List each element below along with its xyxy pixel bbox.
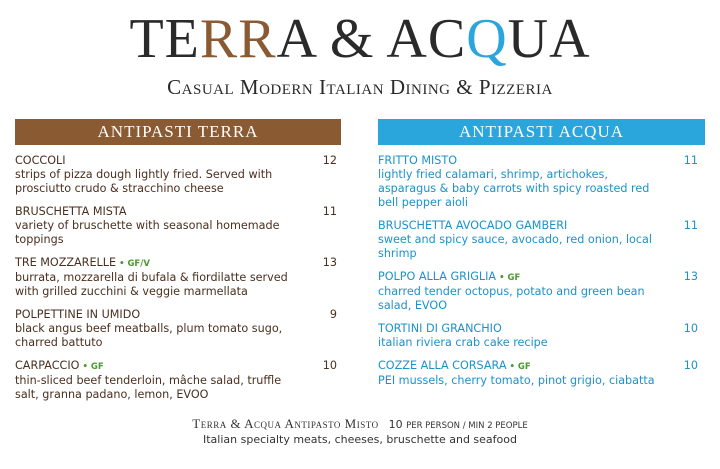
menu-item-description: black angus beef meatballs, plum tomato sugo, charred battuto: [15, 322, 283, 349]
menu-item-price: 11: [322, 205, 337, 218]
misto-line: [0, 417, 720, 433]
menu-item-price: 13: [322, 256, 337, 269]
menu-item: [378, 270, 698, 313]
menu-item-name: COZZE ALLA CORSARA: [378, 359, 507, 372]
menu-item-name: BRUSCHETTA MISTA: [15, 205, 127, 218]
menu-item-price: 9: [329, 308, 337, 321]
menu-item-description: lightly fried calamari, shrimp, artichokes, asparagus & baby carrots with spicy roasted red bell pepper aioli: [378, 168, 650, 209]
menu-item-description: charred tender octopus, potato and green bean salad, EVOO: [378, 285, 645, 312]
section-header-terra: ANTIPASTI TERRA: [15, 119, 341, 145]
logo-part-a-ac: A & AC: [276, 8, 467, 70]
menu-item-price: 10: [683, 322, 698, 335]
misto-description: Italian specialty meats, cheeses, bruschette and seafood: [203, 433, 517, 446]
logo-part-ua: UA: [507, 8, 591, 70]
menu-item-name-wrap: [15, 308, 337, 322]
menu-item-name: TRE MOZZARELLE: [15, 256, 117, 269]
menu-item: [378, 322, 698, 350]
menu-item-price: 10: [322, 359, 337, 372]
misto-price-note: PER PERSON / MIN 2 PEOPLE: [406, 421, 528, 431]
menu-item-name: COCCOLI: [15, 154, 66, 167]
misto-price-wrap: [389, 418, 528, 431]
menu-item-name-wrap: [378, 322, 698, 336]
menu-item-name: CARPACCIO: [15, 359, 80, 372]
menu-column-terra: [15, 154, 337, 411]
menu-item: [378, 359, 698, 388]
logo-part-rr: RR: [199, 8, 277, 70]
menu-item: [378, 154, 698, 210]
menu-item-name: POLPETTINE IN UMIDO: [15, 308, 141, 321]
restaurant-tagline: Casual Modern Italian Dining & Pizzeria: [167, 75, 553, 99]
menu-item: [15, 154, 337, 196]
menu-item-description: sweet and spicy sauce, avocado, red onion, local shrimp: [378, 233, 653, 260]
menu-item-name-wrap: [378, 219, 698, 233]
logo-part-te: TE: [129, 8, 200, 70]
misto-price: 10: [388, 418, 403, 431]
menu-column-acqua: [378, 154, 698, 397]
menu-item-name-wrap: [378, 359, 698, 374]
menu-item-price: 13: [683, 270, 698, 283]
dietary-tag: • GF: [499, 273, 521, 283]
dietary-tag: • GF: [82, 362, 104, 372]
menu-item: [15, 308, 337, 350]
menu-item-name: POLPO ALLA GRIGLIA: [378, 270, 497, 283]
misto-title: Terra & Acqua Antipasto Misto: [192, 416, 379, 431]
menu-item: [378, 219, 698, 261]
menu-item-name: BRUSCHETTA AVOCADO GAMBERI: [378, 219, 568, 232]
restaurant-logo: [0, 8, 720, 70]
menu-item-description: thin-sliced beef tenderloin, mâche salad, truffle salt, granna padano, lemon, EVOO: [15, 374, 282, 401]
menu-item-price: 11: [683, 154, 698, 167]
menu-item: [15, 359, 337, 402]
menu-item-price: 12: [322, 154, 337, 167]
menu-item-description: italian riviera crab cake recipe: [378, 336, 548, 349]
menu-item-description: burrata, mozzarella di bufala & fiordilatte served with grilled zucchini & veggie marmellata: [15, 271, 288, 298]
menu-item-name-wrap: [15, 359, 337, 374]
menu-item-name: FRITTO MISTO: [378, 154, 458, 167]
menu-item-description: PEI mussels, cherry tomato, pinot grigio, ciabatta: [378, 374, 655, 387]
menu-item-description: strips of pizza dough lightly fried. Served with prosciutto crudo & stracchino cheese: [15, 168, 273, 195]
menu-item-name-wrap: [378, 154, 698, 168]
menu-item-price: 10: [683, 359, 698, 372]
menu-item-name: TORTINI DI GRANCHIO: [378, 322, 502, 335]
dietary-tag: • GF/V: [119, 259, 150, 269]
menu-item-name-wrap: [378, 270, 698, 285]
menu-item: [15, 256, 337, 299]
menu-item: [15, 205, 337, 247]
section-header-acqua: ANTIPASTI ACQUA: [378, 119, 705, 145]
antipasto-misto-footer: [0, 417, 720, 447]
menu-item-price: 11: [683, 219, 698, 232]
dietary-tag: • GF: [509, 362, 531, 372]
menu-item-description: variety of bruschette with seasonal homemade toppings: [15, 219, 280, 246]
menu-item-name-wrap: [15, 256, 337, 271]
logo-part-q: Q: [466, 8, 508, 70]
menu-item-name-wrap: [15, 205, 337, 219]
menu-item-name-wrap: [15, 154, 337, 168]
